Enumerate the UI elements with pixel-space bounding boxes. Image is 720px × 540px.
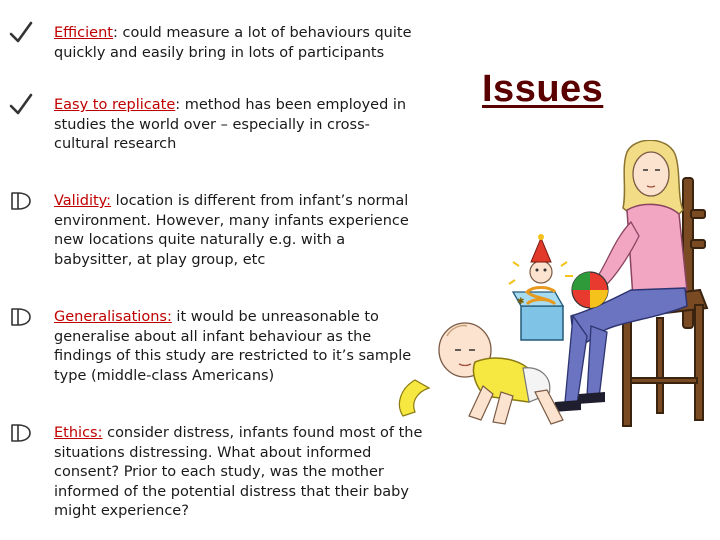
item-term: Easy to replicate [54, 97, 176, 113]
checkmark-icon [8, 20, 34, 46]
list-item-text [54, 192, 424, 270]
item-term: Generalisations: [54, 309, 172, 325]
item-term: Efficient [54, 25, 113, 41]
list-item-text: Easy to replicate: method has been employed in studies the world over – especially in cross-cultural research [54, 97, 407, 152]
jack-in-the-box-toy [509, 234, 573, 340]
list-item-text: Efficient: could measure a lot of behaviours quite quickly and easily bring in lots of participants [54, 25, 412, 61]
hand-pointer-icon [8, 304, 34, 330]
checkmark-icon [8, 92, 34, 118]
hand-pointer-icon [8, 188, 34, 214]
list-item-text [54, 308, 424, 386]
svg-text:✱: ✱ [517, 297, 525, 307]
page-title: Issues [482, 68, 604, 110]
list-item-text [54, 424, 424, 522]
item-term: Ethics: [54, 425, 103, 441]
item-term: Validity: [54, 193, 112, 209]
mother-illustration [553, 140, 687, 412]
item-description: it would be unreasonable to generalise about all infant behaviour as the findings of this study are restricted to it’s sample type (middle-class Americans) [54, 309, 412, 384]
ball-icon [572, 272, 608, 308]
item-description: location is different from infant’s normal environment. However, many infants experience new locations quite naturally e.g. with a babysitter, at play group, etc [54, 193, 409, 268]
hand-pointer-icon [8, 420, 34, 446]
item-description: consider distress, infants found most of the situations distressing. What about informed consent? Prior to each study, was the mother informed of the potential distress that their baby might experience? [54, 425, 423, 519]
item-description: could measure a lot of behaviours quite quickly and easily bring in lots of participants [54, 25, 412, 61]
mother-and-baby-illustration [395, 140, 715, 440]
item-description: method has been employed in studies the world over – especially in cross-cultural research [54, 97, 407, 152]
